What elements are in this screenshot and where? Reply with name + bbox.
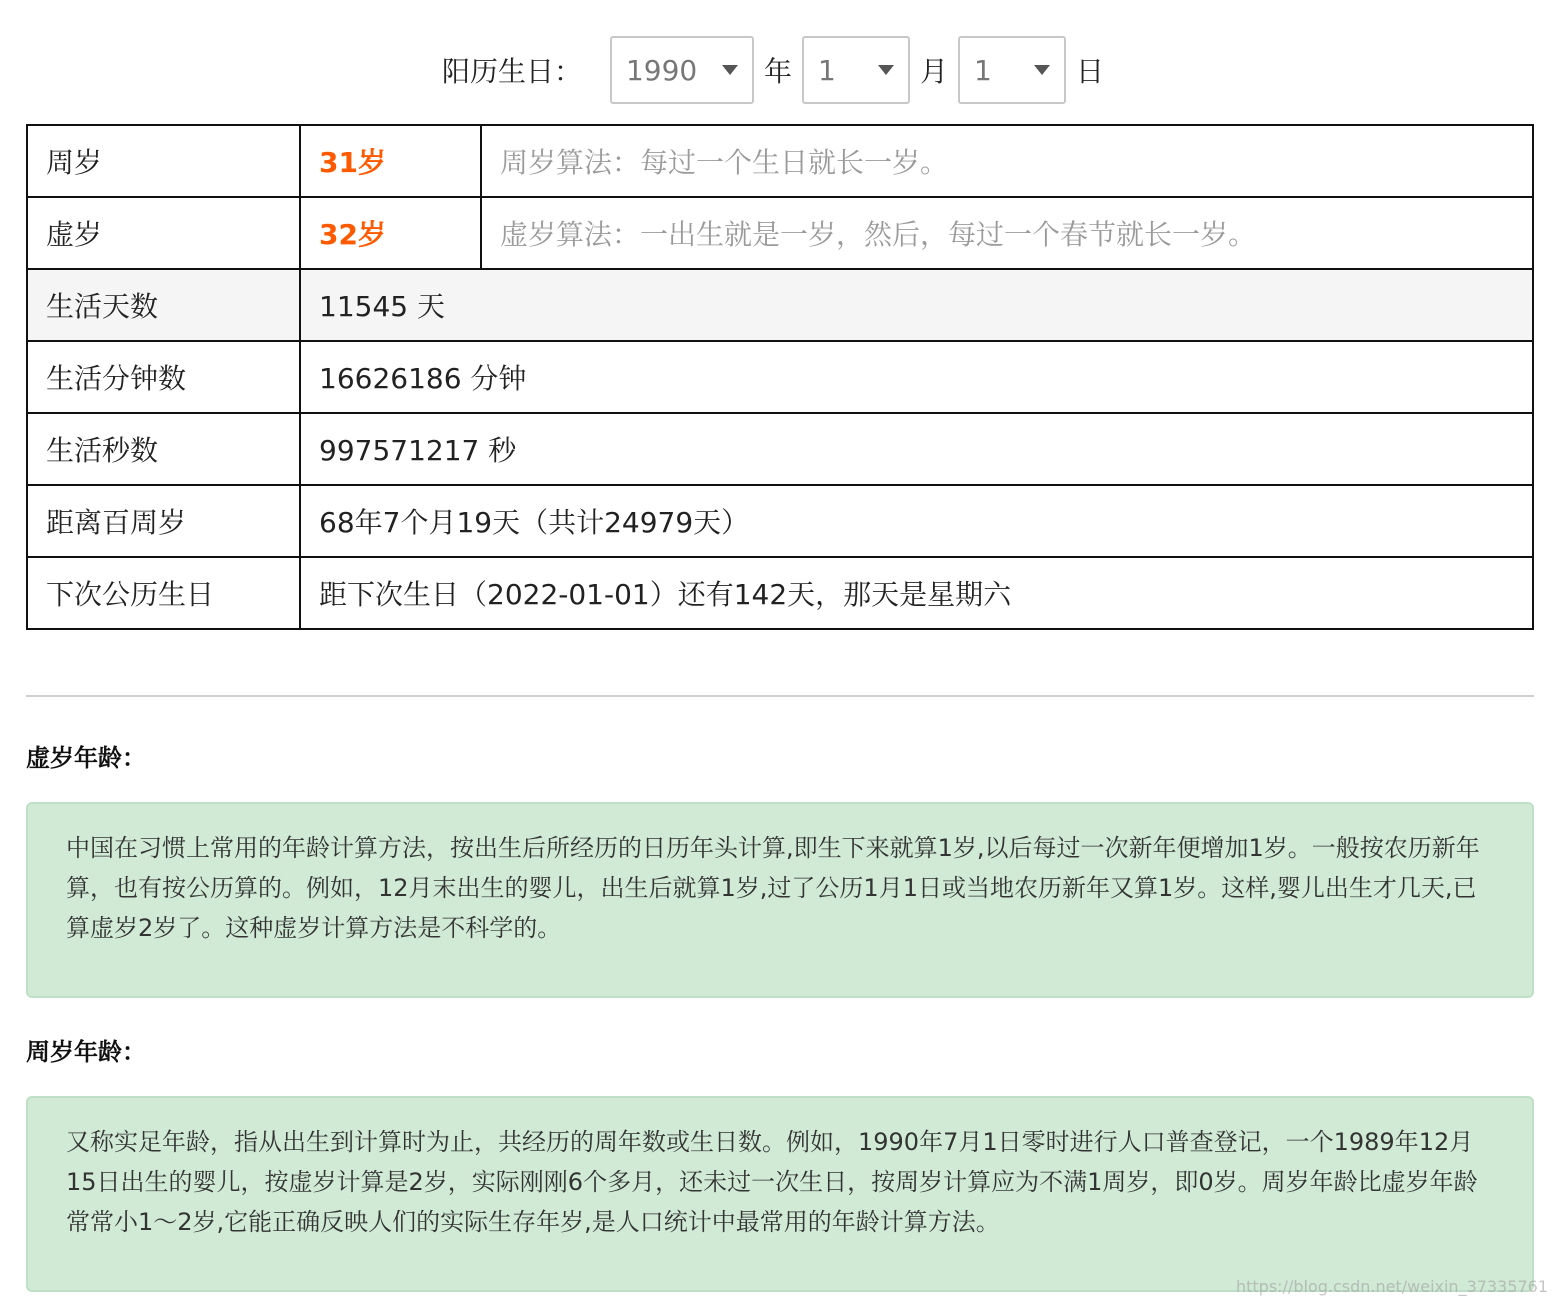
birthdate-picker xyxy=(0,34,1556,106)
table-row-full-age xyxy=(27,125,1533,197)
info-text-full-age: 又称实足年龄，指从出生到计算时为止，共经历的周年数或生日数。例如，1990年7月1日零时进行人口普查登记，一个1989年12月15日出生的婴儿，按虚岁计算是2岁，实际刚刚6个多月，还未过一次生日，按周岁计算应为不满1周岁，即0岁。周岁年龄比虚岁年龄常常小1～2岁,它能正确反映人们的实际生存年岁,是人口统计中最常用的年龄计算方法。 xyxy=(66,1128,1478,1236)
chevron-down-icon xyxy=(722,65,738,75)
year-select[interactable] xyxy=(610,36,754,104)
next-birthday-value: 距下次生日（2022-01-01）还有142天，那天是星期六 xyxy=(300,557,1533,629)
chevron-down-icon xyxy=(1034,65,1050,75)
table-row-nominal-age xyxy=(27,197,1533,269)
table-row-seconds xyxy=(27,413,1533,485)
full-age-note: 周岁算法：每过一个生日就长一岁。 xyxy=(481,125,1533,197)
nominal-age-value: 32岁 xyxy=(300,197,481,269)
row-label: 生活秒数 xyxy=(27,413,300,485)
table-row-centenary xyxy=(27,485,1533,557)
row-label: 虚岁 xyxy=(27,197,300,269)
info-box-nominal-age xyxy=(26,802,1534,998)
birthdate-label: 阳历生日： xyxy=(441,55,582,88)
table-row-days xyxy=(27,269,1533,341)
row-label: 生活天数 xyxy=(27,269,300,341)
watermark: https://blog.csdn.net/weixin_37335761 xyxy=(1235,1277,1548,1296)
minutes-value: 16626186 分钟 xyxy=(300,341,1533,413)
year-unit: 年 xyxy=(763,55,792,88)
table-row-minutes xyxy=(27,341,1533,413)
row-label: 生活分钟数 xyxy=(27,341,300,413)
full-age-value: 31岁 xyxy=(300,125,481,197)
age-result-table xyxy=(26,124,1534,630)
month-select[interactable] xyxy=(802,36,910,104)
row-label: 周岁 xyxy=(27,125,300,197)
centenary-value: 68年7个月19天（共计24979天） xyxy=(300,485,1533,557)
divider xyxy=(26,695,1534,697)
row-label: 下次公历生日 xyxy=(27,557,300,629)
year-value: 1990 xyxy=(625,53,698,87)
day-value: 1 xyxy=(974,53,992,87)
nominal-age-note: 虚岁算法：一出生就是一岁，然后，每过一个春节就长一岁。 xyxy=(481,197,1533,269)
section-title-nominal-age: 虚岁年龄： xyxy=(26,744,146,772)
section-title-full-age: 周岁年龄： xyxy=(26,1038,146,1066)
seconds-value: 997571217 秒 xyxy=(300,413,1533,485)
info-box-full-age xyxy=(26,1096,1534,1292)
day-select[interactable] xyxy=(958,36,1066,104)
month-unit: 月 xyxy=(920,55,949,88)
month-value: 1 xyxy=(818,53,836,87)
table-row-next-birthday xyxy=(27,557,1533,629)
day-unit: 日 xyxy=(1076,55,1105,88)
days-value: 11545 天 xyxy=(300,269,1533,341)
chevron-down-icon xyxy=(878,65,894,75)
row-label: 距离百周岁 xyxy=(27,485,300,557)
info-text-nominal-age: 中国在习惯上常用的年龄计算方法，按出生后所经历的日历年头计算,即生下来就算1岁,以后每过一次新年便增加1岁。一般按农历新年算，也有按公历算的。例如，12月末出生的婴儿，出生后就算1岁,过了公历1月1日或当地农历新年又算1岁。这样,婴儿出生才几天,已算虚岁2岁了。这种虚岁计算方法是不科学的。 xyxy=(66,834,1480,942)
